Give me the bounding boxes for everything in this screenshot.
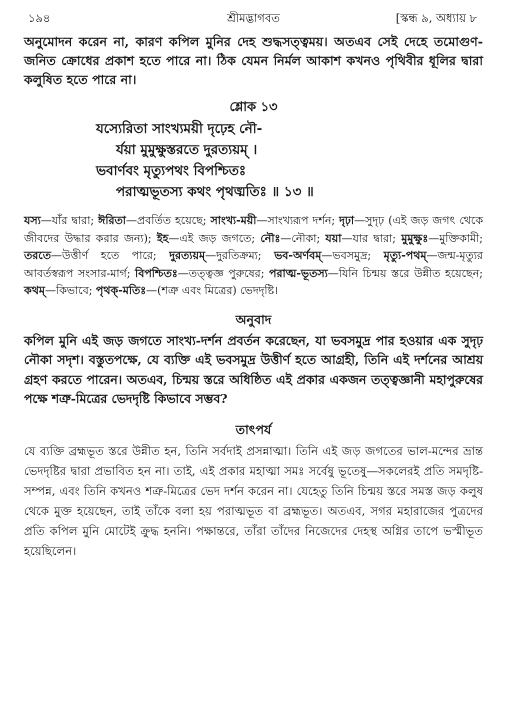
intro-paragraph: অনুমোদন করেন না, কারণ কপিল মুনির দেহ শুদ্ধসত্ত্বময়। অতএব সেই দেহে তমোগুণ-জনিত ক্রোধের প্রকাশ হতে পারে না। ঠিক যেমন নির্মল আকাশ কখনও পৃথিবীর ধূলির দ্বারা কলুষিত হতে পারে না। (24, 34, 483, 87)
synonym-meaning: —নৌকা; (280, 231, 326, 245)
synonym-meaning: —প্রবর্তিত হয়েছে; (125, 214, 211, 227)
synonym-meaning: —সুদৃঢ় (এই জড় জগৎ থেকে জীবদের উদ্ধার করার জন্য); (24, 214, 484, 245)
verse-heading: শ্লোক ১৩ (229, 100, 278, 115)
synonyms-paragraph (24, 212, 483, 300)
synonym-word: দুরত্যয়ম্ (169, 249, 206, 262)
purport-heading: তাৎপর্য (235, 421, 272, 437)
verse-line: পরাত্মভূতস্য কথং পৃথঙ্মতিঃ ॥ ১৩ ॥ (116, 184, 314, 200)
verse-text (24, 119, 483, 203)
synonym-meaning: —এই জড় জগতে; (168, 231, 261, 245)
verse-line: র্যয়া মুমুক্ষুস্তরতে দুরত্যয়ম্ । (116, 142, 258, 158)
chapter-reference: [স্কন্ধ ৯, অধ্যায় ৮ (395, 11, 477, 25)
purport-paragraph: যে ব্যক্তি ব্রহ্মভূত স্তরে উন্নীত হন, তিনি সর্বদাই প্রসন্নাত্মা। তিনি এই জড় জগতের ভাল-মন্দের ভ্রান্ত ভেদদৃষ্টির দ্বারা প্রভাবিত হন না। তাই, এই প্রকার মহাত্মা সমঃ সর্বেষু ভূতেষু—সকলেরই প্রতি সমদৃষ্টি-সম্পন্ন, এবং তিনি কখনও শত্রু-মিত্রের ভেদ দর্শন করেন না। যেহেতু তিনি চিন্ময় স্তরে সমস্ত জড় কলুষ থেকে মুক্ত হয়েছেন, তাই তাঁকে বলা হয় পরাত্মভূত বা ব্রহ্মভূত। অতএব, সগর মহারাজের পুত্রদের প্রতি কপিল মুনি মোটেই ক্রুদ্ধ হননি। পক্ষান্তরে, তাঁরা তাঁদের নিজেদের দেহস্থ অগ্নির তাপে ভস্মীভূত হয়েছিলেন। (24, 443, 483, 558)
synonym-meaning: —যিনি চিন্ময় স্তরে উন্নীত হয়েছেন; (327, 266, 483, 280)
synonym-word: ভব-অর্ণবম্ (274, 249, 322, 262)
synonym-word: মৃত্যু-পথম্ (383, 249, 427, 262)
verse-line: যস্যেরিতা সাংখ্যময়ী দৃঢ়েহ নৌ- (96, 121, 263, 137)
synonym-word: দৃঢ়া (339, 214, 355, 227)
translation-paragraph: কপিল মুনি এই জড় জগতে সাংখ্য-দর্শন প্রবর্তন করেছেন, যা ভবসমুদ্র পার হওয়ার এক সুদৃঢ় নৌকা সদৃশ। বস্তুতপক্ষে, যে ব্যক্তি এই ভবসমুদ্র উত্তীর্ণ হতে আগ্রহী, তিনি এই দর্শনের আশ্রয় গ্রহণ করতে পারেন। অতএব, চিন্ময় স্তরে অধিষ্ঠিত এই প্রকার একজন তত্ত্বজ্ঞানী মহাপুরুষের পক্ষে শত্রু-মিত্রের ভেদদৃষ্টি কিভাবে সম্ভব? (24, 332, 483, 406)
synonym-word: ঈরিতা (98, 214, 126, 227)
book-title: শ্রীমদ্ভাগবত (227, 11, 280, 25)
synonym-meaning: —তত্ত্বজ্ঞ পুরুষের; (177, 266, 270, 280)
synonym-meaning: —যাঁর দ্বারা; (40, 214, 99, 227)
synonym-meaning: —উত্তীর্ণ হতে পারে; (50, 249, 170, 262)
synonym-word: বিপশ্চিতঃ (135, 266, 178, 280)
page-number: ১৯৪ (28, 11, 51, 25)
verse-line: ভবার্ণবং মৃত্যুপথং বিপশ্চিতঃ (96, 163, 247, 179)
synonym-word: তরতে (24, 249, 51, 262)
synonym-meaning: —দুরতিক্রম্য; (205, 249, 275, 262)
synonym-meaning: —ভবসমুদ্র; (321, 249, 384, 262)
synonym-word: যস্য (24, 214, 41, 227)
synonym-word: নৌঃ (260, 231, 281, 245)
synonym-meaning: —কিভাবে; (44, 284, 96, 297)
synonym-word: পরাত্ম-ভূতস্য (269, 266, 328, 280)
running-header (24, 4, 483, 26)
synonym-word: কথম্ (24, 284, 45, 297)
synonym-meaning: —জন্ম-মৃত্যুর আবর্তস্বরূপ সংসার-মার্গ; (24, 249, 483, 280)
synonym-word: সাংখ্য-ময়ী (210, 214, 257, 227)
synonym-meaning: —মুক্তিকামী; (428, 231, 483, 245)
synonym-meaning: —সাংখ্যরূপ দর্শন; (256, 214, 340, 227)
synonym-meaning: —(শত্রু এবং মিত্রের) ভেদদৃষ্টি। (146, 284, 279, 297)
synonym-meaning: —যার দ্বারা; (341, 231, 402, 245)
synonym-word: মুমুক্ষুঃ (401, 231, 429, 245)
synonym-word: ইহ (156, 231, 169, 245)
synonym-word: যয়া (325, 231, 342, 245)
translation-heading: অনুবাদ (235, 311, 272, 327)
synonym-word: পৃথক্-মতিঃ (95, 284, 147, 297)
